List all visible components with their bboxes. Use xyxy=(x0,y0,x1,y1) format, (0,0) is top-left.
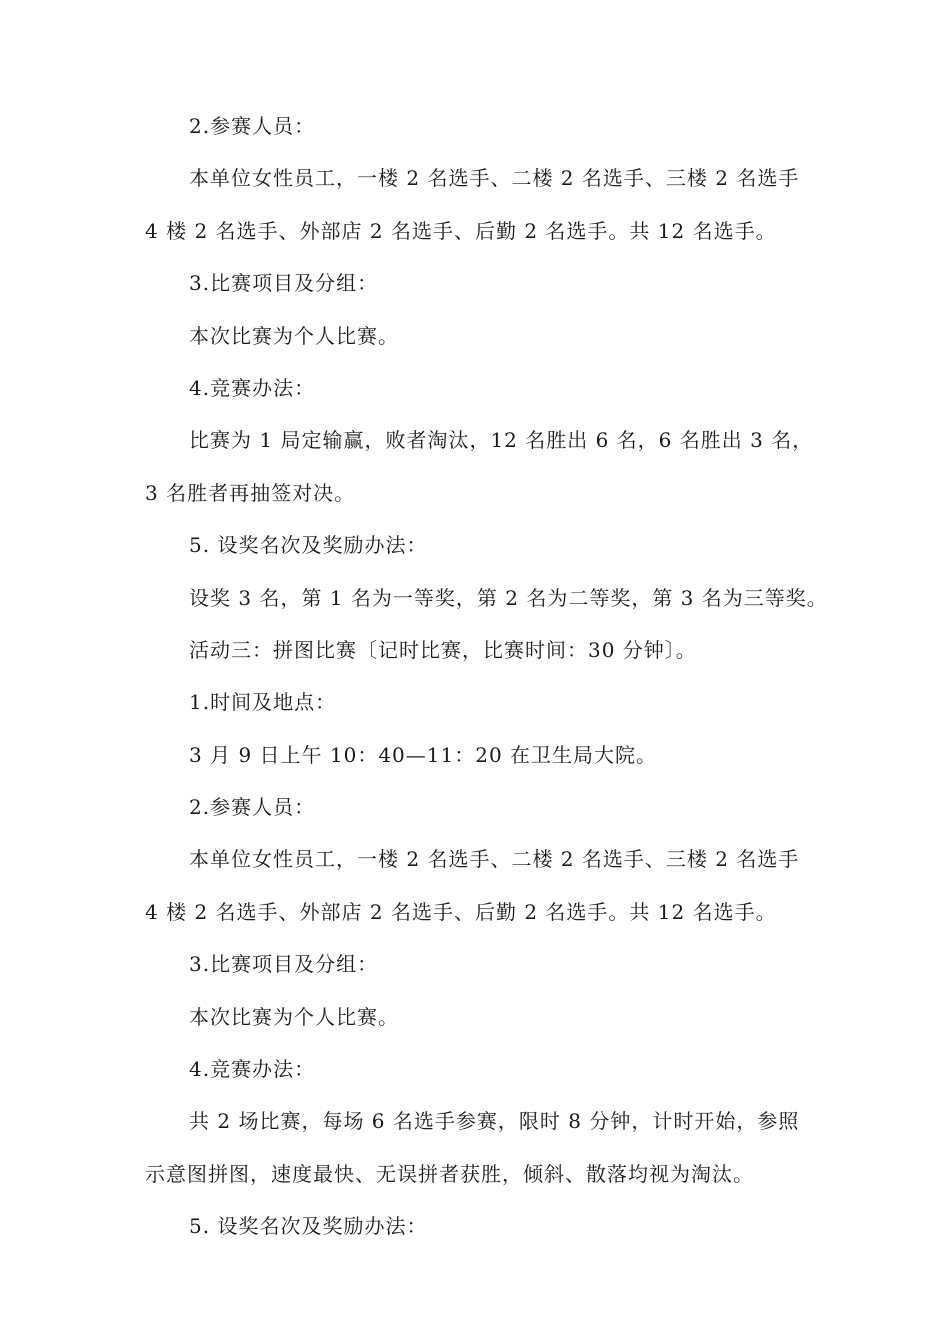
text-line: 3 月 9 日上午 10：40—11：20 在卫生局大院。 xyxy=(189,742,658,767)
text-line: 设奖 3 名，第 1 名为一等奖，第 2 名为二等奖，第 3 名为三等奖。 xyxy=(189,585,828,610)
text-line: 5. 设奖名次及奖励办法： xyxy=(189,1214,428,1239)
text-line: 3.比赛项目及分组： xyxy=(189,271,379,296)
text-line: 共 2 场比赛，每场 6 名选手参赛，限时 8 分钟，计时开始，参照 xyxy=(189,1109,800,1134)
text-line: 5. 设奖名次及奖励办法： xyxy=(189,533,428,558)
text-line: 本次比赛为个人比赛。 xyxy=(189,1004,399,1029)
text-line: 活动三：拼图比赛〔记时比赛，比赛时间：30 分钟〕。 xyxy=(189,637,697,662)
text-line: 1.时间及地点： xyxy=(189,690,337,715)
document-body xyxy=(145,112,835,1265)
text-line: 4 楼 2 名选手、外部店 2 名选手、后勤 2 名选手。共 12 名选手。 xyxy=(145,218,777,243)
text-line: 本单位女性员工，一楼 2 名选手、二楼 2 名选手、三楼 2 名选手 xyxy=(189,847,800,872)
text-line: 4.竞赛办法： xyxy=(189,375,316,400)
text-line: 3.比赛项目及分组： xyxy=(189,952,379,977)
text-line: 本单位女性员工，一楼 2 名选手、二楼 2 名选手、三楼 2 名选手 xyxy=(189,166,800,191)
text-line: 2.参赛人员： xyxy=(189,795,316,820)
text-line: 4.竞赛办法： xyxy=(189,1057,316,1082)
text-line: 4 楼 2 名选手、外部店 2 名选手、后勤 2 名选手。共 12 名选手。 xyxy=(145,899,777,924)
text-line: 3 名胜者再抽签对决。 xyxy=(145,480,356,505)
text-line: 2.参赛人员： xyxy=(189,114,316,138)
text-line: 示意图拼图，速度最快、无误拼者获胜，倾斜、散落均视为淘汰。 xyxy=(145,1161,754,1186)
text-line: 比赛为 1 局定输赢，败者淘汰，12 名胜出 6 名，6 名胜出 3 名， xyxy=(189,428,814,453)
text-line: 本次比赛为个人比赛。 xyxy=(189,323,399,348)
